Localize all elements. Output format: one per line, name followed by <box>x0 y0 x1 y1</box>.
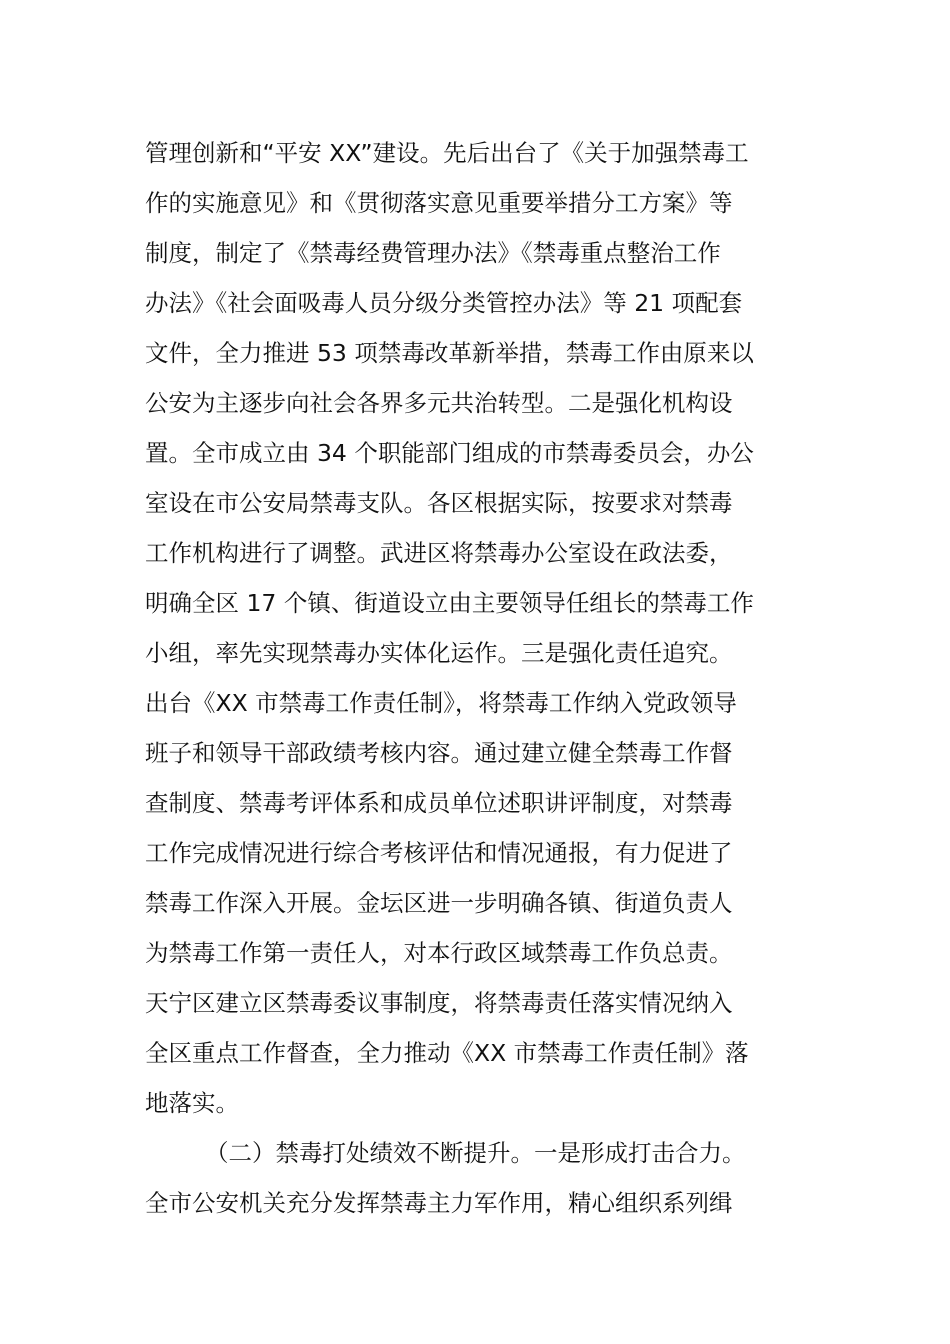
text-line: 明确全区 17 个镇、街道设立由主要领导任组长的禁毒工作 <box>145 589 754 617</box>
text-line: 为禁毒工作第一责任人，对本行政区域禁毒工作负总责。 <box>145 939 733 967</box>
text-line: 地落实。 <box>145 1089 239 1117</box>
text-line: 管理创新和“平安 XX”建设。先后出台了《关于加强禁毒工 <box>145 139 749 167</box>
text-line: 出台《XX 市禁毒工作责任制》，将禁毒工作纳入党政领导 <box>145 689 737 717</box>
text-line: 全区重点工作督查，全力推动《XX 市禁毒工作责任制》落 <box>145 1039 749 1067</box>
text-line: 室设在市公安局禁毒支队。各区根据实际，按要求对禁毒 <box>145 489 733 517</box>
text-line: 工作机构进行了调整。武进区将禁毒办公室设在政法委， <box>145 539 733 567</box>
text-line: 全市公安机关充分发挥禁毒主力军作用，精心组织系列缉 <box>145 1189 733 1217</box>
text-line: 置。全市成立由 34 个职能部门组成的市禁毒委员会，办公 <box>145 439 754 467</box>
text-line: 小组，率先实现禁毒办实体化运作。三是强化责任追究。 <box>145 639 733 667</box>
text-line: 班子和领导干部政绩考核内容。通过建立健全禁毒工作督 <box>145 739 733 767</box>
text-line: 禁毒工作深入开展。金坛区进一步明确各镇、街道负责人 <box>145 889 733 917</box>
section-heading-line: （二）禁毒打处绩效不断提升。一是形成打击合力。 <box>205 1139 746 1167</box>
text-line: 制度，制定了《禁毒经费管理办法》《禁毒重点整治工作 <box>145 239 721 267</box>
text-line: 天宁区建立区禁毒委议事制度，将禁毒责任落实情况纳入 <box>145 989 733 1017</box>
body-text <box>145 128 815 1228</box>
text-line: 工作完成情况进行综合考核评估和情况通报，有力促进了 <box>145 839 733 867</box>
text-line: 作的实施意见》和《贯彻落实意见重要举措分工方案》等 <box>145 189 733 217</box>
text-line: 办法》《社会面吸毒人员分级分类管控办法》等 21 项配套 <box>145 289 743 317</box>
text-line: 公安为主逐步向社会各界多元共治转型。二是强化机构设 <box>145 389 733 417</box>
text-line: 文件，全力推进 53 项禁毒改革新举措，禁毒工作由原来以 <box>145 339 754 367</box>
text-line: 查制度、禁毒考评体系和成员单位述职讲评制度，对禁毒 <box>145 789 733 817</box>
